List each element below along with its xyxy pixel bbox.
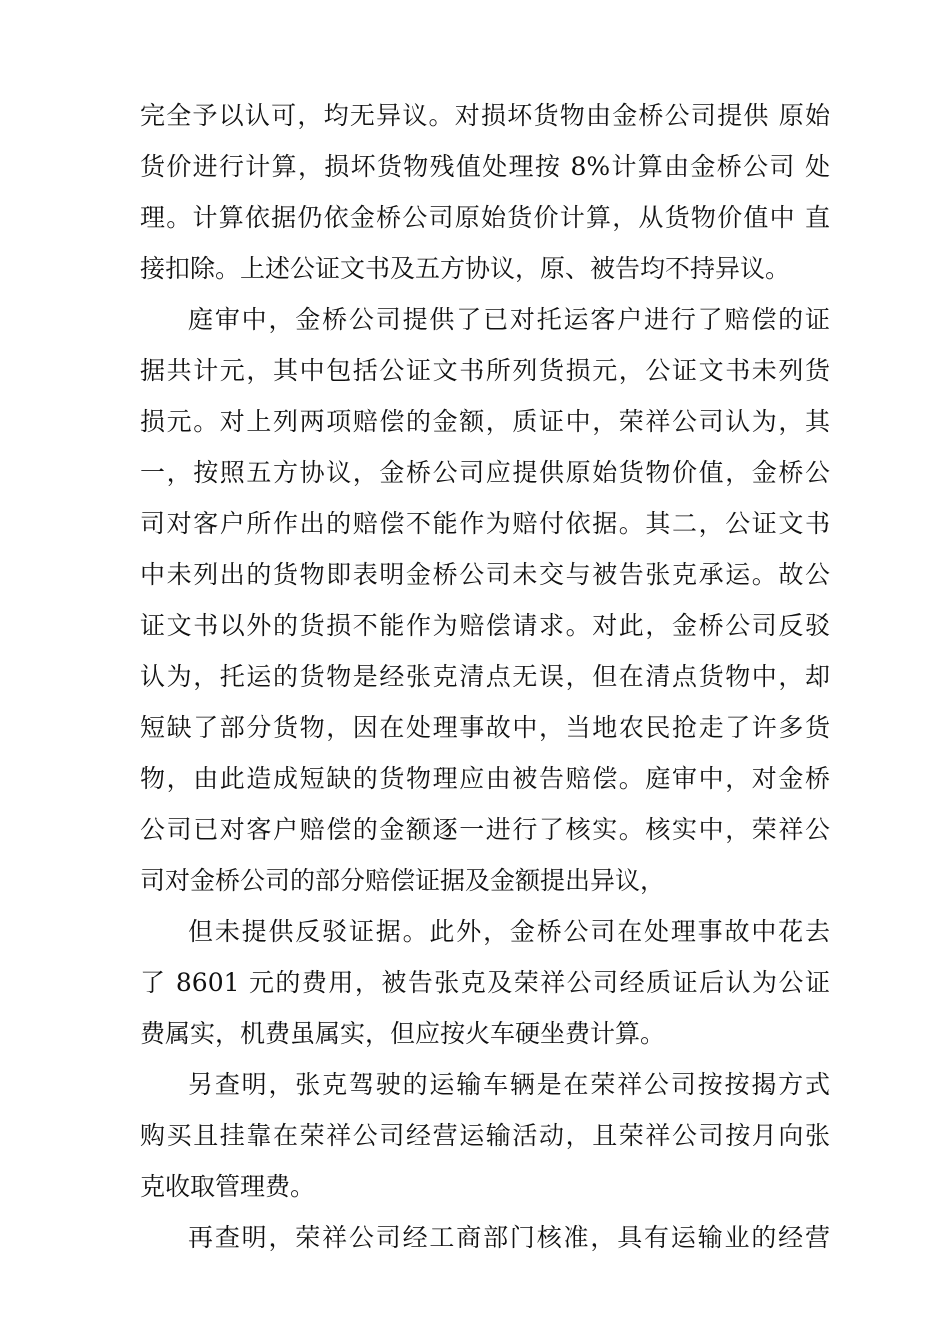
text-line: 中未列出的货物即表明金桥公司未交与被告张克承运。故公 xyxy=(140,560,830,589)
text-line: 司对金桥公司的部分赔偿证据及金额提出异议， xyxy=(140,866,666,895)
text-line: 据共计元，其中包括公证文书所列货损元，公证文书未列货 xyxy=(140,356,830,385)
text-line: 但未提供反驳证据。此外，金桥公司在处理事故中花去 xyxy=(188,917,830,946)
text-line: 证文书以外的货损不能作为赔偿请求。对此，金桥公司反驳 xyxy=(140,611,830,640)
text-line: 再查明，荣祥公司经工商部门核准，具有运输业的经营 xyxy=(188,1223,830,1252)
text-line: 理。计算依据仍依金桥公司原始货价计算，从货物价值中 直 xyxy=(140,203,830,232)
text-line: 购买且挂靠在荣祥公司经营运输活动，且荣祥公司按月向张 xyxy=(140,1121,830,1150)
text-line: 庭审中，金桥公司提供了已对托运客户进行了赔偿的证 xyxy=(188,305,830,334)
text-line: 完全予以认可，均无异议。对损坏货物由金桥公司提供 原始 xyxy=(140,101,830,130)
text-line: 货价进行计算，损坏货物残值处理按 8%计算由金桥公司 处 xyxy=(140,152,830,181)
text-line: 克收取管理费。 xyxy=(140,1172,316,1201)
paragraph-3 xyxy=(140,906,830,1059)
paragraph-2 xyxy=(140,294,830,906)
text-line: 公司已对客户赔偿的金额逐一进行了核实。核实中，荣祥公 xyxy=(140,815,830,844)
text-line: 司对客户所作出的赔偿不能作为赔付依据。其二，公证文书 xyxy=(140,509,830,538)
text-line: 认为，托运的货物是经张克清点无误，但在清点货物中，却 xyxy=(140,662,830,691)
paragraph-5 xyxy=(140,1212,830,1263)
text-line: 一，按照五方协议，金桥公司应提供原始货物价值，金桥公 xyxy=(140,458,830,487)
text-line: 了 8601 元的费用，被告张克及荣祥公司经质证后认为公证 xyxy=(140,968,830,997)
text-line: 物，由此造成短缺的货物理应由被告赔偿。庭审中，对金桥 xyxy=(140,764,830,793)
text-line: 另查明，张克驾驶的运输车辆是在荣祥公司按按揭方式 xyxy=(188,1070,830,1099)
text-line: 费属实，机费虽属实，但应按火车硬坐费计算。 xyxy=(140,1019,666,1048)
paragraph-1 xyxy=(140,90,830,294)
text-line: 接扣除。上述公证文书及五方协议，原、被告均不持异议。 xyxy=(140,254,791,283)
paragraph-4 xyxy=(140,1059,830,1212)
text-line: 损元。对上列两项赔偿的金额，质证中，荣祥公司认为，其 xyxy=(140,407,830,436)
text-line: 短缺了部分货物，因在处理事故中，当地农民抢走了许多货 xyxy=(140,713,830,742)
